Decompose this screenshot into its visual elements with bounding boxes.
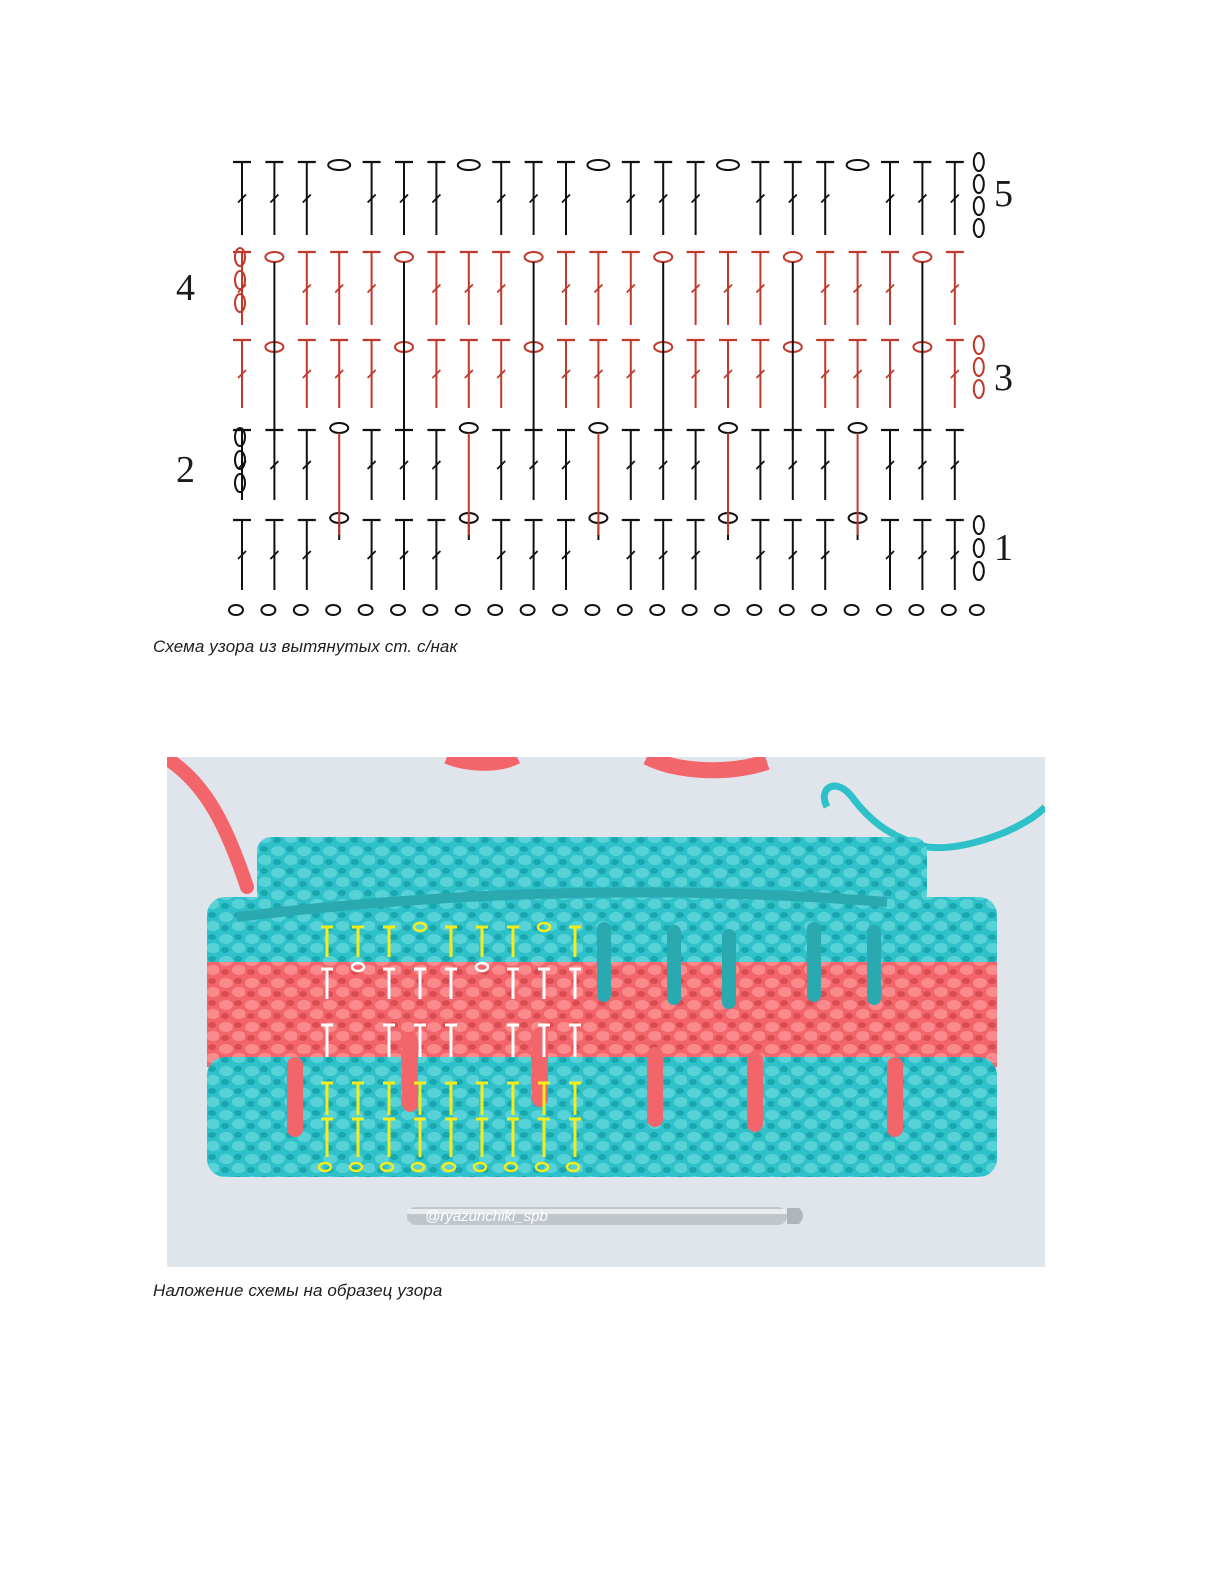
photo-caption: Наложение схемы на образец узора	[153, 1281, 443, 1300]
watermark: @ryazunchiki_spb	[425, 1208, 548, 1225]
crochet-chart-diagram	[160, 140, 1060, 635]
diagram-caption: Схема узора из вытянутых ст. с/нак	[153, 637, 458, 656]
row-label-5: 5	[994, 173, 1013, 215]
row-label-3: 3	[994, 357, 1013, 399]
crochet-sample-image	[167, 757, 1045, 1267]
row-label-1: 1	[994, 527, 1013, 569]
sample-photo	[167, 757, 1045, 1267]
row-label-4: 4	[176, 267, 195, 309]
row-label-2: 2	[176, 449, 195, 491]
